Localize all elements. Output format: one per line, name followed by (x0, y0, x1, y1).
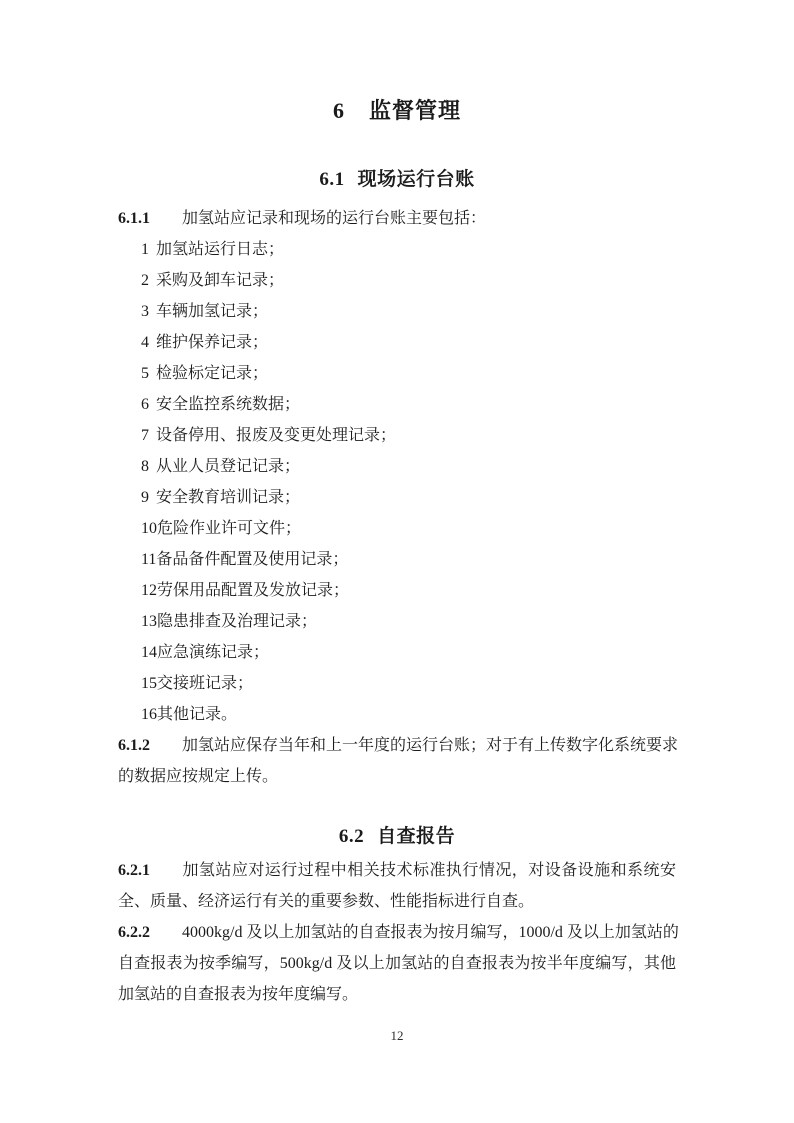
list-item-number: 14 (141, 644, 157, 661)
list-item (118, 358, 676, 389)
clause-6-1-1-label: 6.1.1 (118, 210, 150, 227)
list-item (118, 544, 676, 575)
list-item (118, 451, 676, 482)
list-item-number: 13 (141, 613, 157, 630)
list-item-number: 10 (141, 520, 157, 537)
page-number: 12 (390, 1028, 404, 1043)
list-item-number: 7 (141, 427, 149, 444)
clause-6-1-2-line-1 (118, 730, 679, 761)
list-item-text: 备品备件配置及使用记录； (156, 551, 349, 568)
list-item (118, 668, 676, 699)
clause-6-2-2-text-1: 4000kg/d 及以上加氢站的自查报表为按月编写，1000/d 及以上加氢站的 (182, 924, 679, 941)
clause-6-2-1-line-1 (118, 855, 676, 886)
list-item-text: 加氢站运行日志； (156, 241, 285, 258)
chapter-number: 6 (332, 98, 345, 123)
clause-6-2-2-label: 6.2.2 (118, 924, 150, 941)
list-item (118, 420, 676, 451)
list-item (118, 637, 676, 668)
clause-6-1-2-line-2 (118, 761, 676, 792)
chapter-heading (118, 97, 676, 125)
list-item (118, 513, 676, 544)
list-item-number: 6 (141, 396, 149, 413)
list-item-text: 其他记录。 (157, 706, 238, 723)
list-item-text: 检验标定记录； (156, 365, 269, 382)
list-item-number: 8 (141, 458, 149, 475)
list-item-text: 危险作业许可文件； (157, 520, 302, 537)
list-item-text: 采购及卸车记录； (156, 272, 285, 289)
clause-6-1-2-text-1: 加氢站应保存当年和上一年度的运行台账；对于有上传数字化系统要求 (182, 737, 679, 754)
clause-6-2-1 (118, 855, 676, 917)
list-item-number: 2 (141, 272, 149, 289)
list-item-number: 11 (141, 551, 157, 568)
list-item (118, 234, 676, 265)
list-item-text: 安全教育培训记录； (156, 489, 301, 506)
list-item-text: 车辆加氢记录； (156, 303, 269, 320)
list-item-number: 3 (141, 303, 149, 320)
list-item-number: 12 (141, 582, 157, 599)
list-item-number: 1 (141, 241, 149, 258)
clause-6-2-2 (118, 917, 679, 1010)
clause-6-2-1-line-2 (118, 886, 676, 917)
section-heading-6-1 (118, 167, 676, 193)
list-item-number: 16 (141, 706, 157, 723)
list-item (118, 699, 676, 730)
list-item-number: 9 (141, 489, 149, 506)
clause-6-2-2-text-2: 自查报表为按季编写，500kg/d 及以上加氢站的自查报表为按半年度编写，其他 (118, 955, 676, 972)
section-heading-6-2 (118, 824, 676, 850)
clause-6-2-2-line-1 (118, 917, 679, 948)
section-title-6-1: 现场运行台账 (357, 169, 475, 190)
clause-6-1-2-text-2: 的数据应按规定上传。 (118, 768, 279, 785)
list-item (118, 389, 676, 420)
list-item-text: 维护保养记录； (156, 334, 269, 351)
list-item-text: 劳保用品配置及发放记录； (157, 582, 350, 599)
list-item-text: 安全监控系统数据； (156, 396, 301, 413)
clause-6-2-1-text-1: 加氢站应对运行过程中相关技术标准执行情况，对设备设施和系统安 (182, 862, 676, 879)
list-item-number: 5 (141, 365, 149, 382)
clause-6-2-2-text-3: 加氢站的自查报表为按年度编写。 (118, 986, 359, 1003)
list-item-text: 从业人员登记记录； (156, 458, 301, 475)
section-title-6-2: 自查报告 (377, 826, 456, 847)
clause-6-2-1-text-2: 全、质量、经济运行有关的重要参数、性能指标进行自查。 (118, 893, 535, 910)
ledger-record-list (118, 234, 676, 730)
list-item-text: 设备停用、报废及变更处理记录； (156, 427, 397, 444)
page-content (118, 0, 679, 1010)
clause-6-2-2-line-2 (118, 948, 676, 979)
section-number-6-2: 6.2 (338, 826, 365, 847)
clause-6-1-2 (118, 730, 679, 792)
clause-6-2-2-line-3 (118, 979, 676, 1010)
list-item-text: 应急演练记录； (157, 644, 270, 661)
section-number-6-1: 6.1 (319, 169, 345, 190)
list-item-number: 4 (141, 334, 149, 351)
clause-6-2-1-label: 6.2.1 (118, 862, 150, 879)
list-item (118, 482, 676, 513)
list-item (118, 296, 676, 327)
clause-6-1-1 (118, 203, 676, 234)
clause-6-1-1-text: 加氢站应记录和现场的运行台账主要包括： (182, 210, 487, 227)
list-item-text: 交接班记录； (157, 675, 254, 692)
list-item (118, 327, 676, 358)
list-item (118, 265, 676, 296)
list-item (118, 606, 676, 637)
list-item-number: 15 (141, 675, 157, 692)
list-item (118, 575, 676, 606)
clause-6-1-2-label: 6.1.2 (118, 737, 150, 754)
chapter-title: 监督管理 (368, 98, 461, 123)
clause-6-1-1-line-1 (118, 203, 676, 234)
list-item-text: 隐患排查及治理记录； (157, 613, 318, 630)
